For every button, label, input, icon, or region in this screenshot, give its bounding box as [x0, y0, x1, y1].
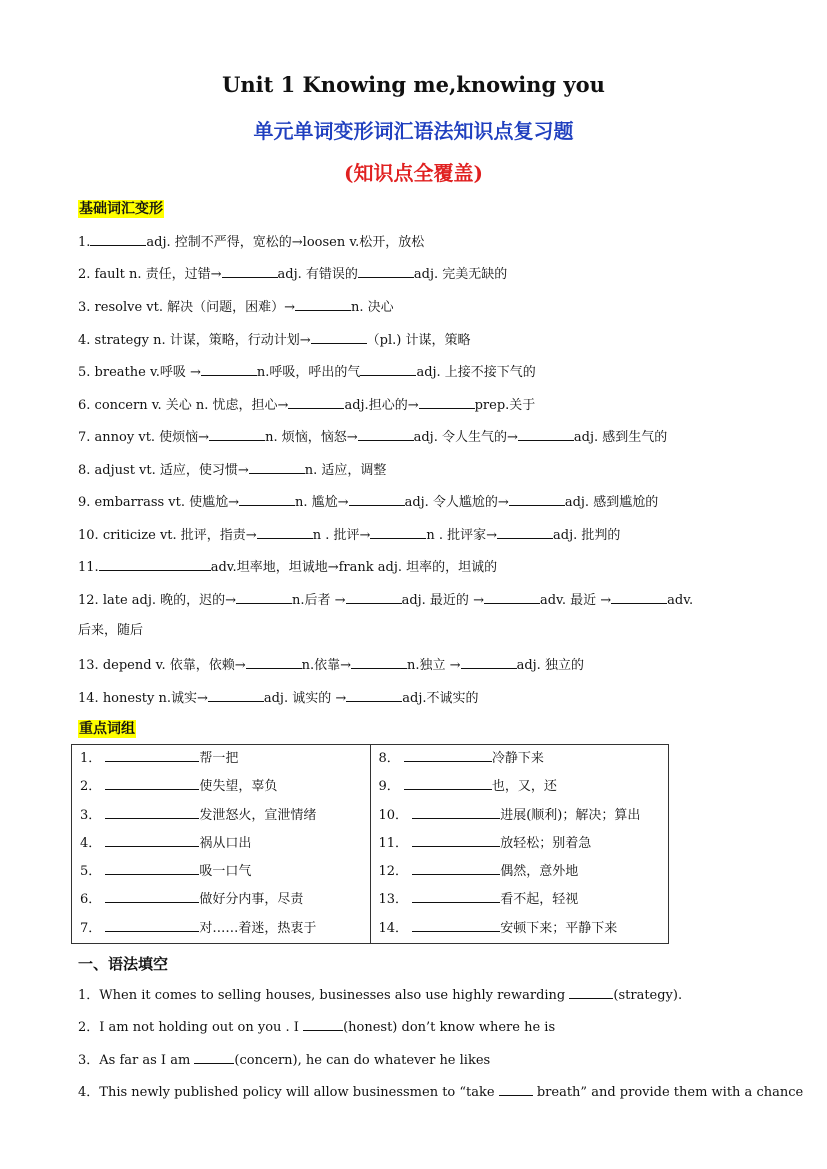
- item-number: 1.: [78, 235, 91, 250]
- question-text: This newly published policy will allow businessmen to “take: [99, 1085, 499, 1100]
- item-number: 2.: [78, 267, 95, 282]
- item-number: 11.: [78, 560, 99, 575]
- phrase-meaning: 帮一把: [199, 751, 239, 766]
- fill-blank[interactable]: [497, 525, 553, 539]
- fill-blank[interactable]: [349, 492, 405, 506]
- phrase-item: [371, 802, 669, 830]
- fill-blank[interactable]: [412, 834, 500, 847]
- phrase-meaning: 对……着迷，热衷于: [199, 920, 317, 936]
- fill-blank[interactable]: [412, 806, 500, 819]
- item-number: 2．: [78, 1020, 100, 1035]
- vocab-text: honesty n.诚实→: [102, 691, 208, 706]
- vocab-item: [78, 395, 535, 415]
- fill-blank[interactable]: [311, 330, 367, 344]
- phrase-meaning: 使失望，辜负: [199, 779, 278, 795]
- item-number: 2．: [80, 779, 106, 795]
- fill-blank[interactable]: [105, 862, 199, 875]
- vocab-item: [78, 330, 470, 350]
- item-number: 13.: [78, 658, 103, 673]
- phrase-item: [371, 745, 669, 773]
- coverage-tag: (知识点全覆盖): [344, 161, 483, 185]
- fill-blank[interactable]: [303, 1017, 343, 1031]
- item-number: 4．: [80, 835, 106, 851]
- question-text: breath” and provide them with a chance: [532, 1085, 804, 1100]
- vocab-item: [78, 492, 658, 512]
- vocab-text: adjust vt. 适应，使习惯→: [94, 463, 249, 478]
- fill-blank[interactable]: [236, 590, 292, 604]
- vocab-text: adj. 控制不严得，宽松的→loosen v.松开，放松: [146, 235, 425, 250]
- vocab-text: adj. 有错误的: [277, 267, 358, 282]
- vocab-text: n.呼吸，呼出的气: [256, 365, 361, 380]
- vocab-text: concern v. 关心 n. 忧虑，担心→: [94, 398, 289, 413]
- fill-blank[interactable]: [99, 557, 155, 571]
- vocab-text: adj. 独立的: [516, 658, 584, 673]
- vocab-item: [78, 590, 693, 610]
- item-number: 14.: [78, 691, 103, 706]
- phrase-column-right: [370, 745, 669, 944]
- vocab-text: late adj. 晚的，迟的→: [102, 593, 237, 608]
- phrase-item: [371, 830, 669, 858]
- phrase-column-left: [72, 745, 371, 944]
- phrase-table: [71, 744, 669, 944]
- vocab-text: n.后者 →: [292, 593, 346, 608]
- item-number: 9．: [378, 779, 404, 795]
- vocab-item: [78, 297, 394, 317]
- phrase-item: [371, 886, 669, 914]
- fill-blank[interactable]: [346, 688, 402, 702]
- vocab-text: adj. 感到尴尬的: [564, 495, 659, 510]
- item-number: 12.: [78, 593, 103, 608]
- question-text: (honest) don’t know where he is: [343, 1020, 556, 1035]
- phrase-item: [72, 858, 370, 886]
- item-number: 9.: [78, 495, 95, 510]
- vocab-text: embarrass vt. 使尴尬→: [94, 495, 240, 510]
- vocab-item: [78, 622, 143, 640]
- phrase-item: [72, 802, 370, 830]
- item-number: 3．: [80, 807, 106, 823]
- vocab-text: adj. 上接不接下气的: [416, 365, 536, 380]
- vocab-text: adj. 完美无缺的: [413, 267, 508, 282]
- phrase-item: [72, 886, 370, 914]
- grammar-item: [78, 1082, 803, 1102]
- phrase-item: [371, 858, 669, 886]
- item-number: 1．: [80, 751, 106, 766]
- fill-blank[interactable]: [370, 525, 426, 539]
- fill-blank[interactable]: [209, 427, 265, 441]
- fill-blank[interactable]: [569, 985, 613, 999]
- item-number: 10．: [378, 807, 413, 823]
- vocab-item: [78, 460, 386, 480]
- vocab-text: breathe v.呼吸 →: [94, 365, 201, 380]
- vocab-item: [78, 264, 507, 284]
- fill-blank[interactable]: [404, 777, 492, 790]
- vocab-text: annoy vt. 使烦恼→: [94, 430, 210, 445]
- phrase-item: [371, 915, 669, 943]
- item-number: 6.: [78, 398, 95, 413]
- fill-blank[interactable]: [412, 862, 500, 875]
- vocab-text: n.依靠→: [301, 658, 352, 673]
- fill-blank[interactable]: [105, 806, 199, 819]
- section-heading-grammar: 一、语法填空: [78, 955, 169, 973]
- item-number: 6．: [80, 892, 106, 908]
- vocab-text: adj. 感到生气的: [573, 430, 668, 445]
- fill-blank[interactable]: [461, 655, 517, 669]
- question-text: When it comes to selling houses, businesses also use highly rewarding: [99, 988, 570, 1003]
- vocab-item: [78, 525, 620, 545]
- phrase-meaning: 发泄怒火，宣泄情绪: [199, 807, 317, 823]
- item-number: 8．: [378, 751, 404, 766]
- fill-blank[interactable]: [484, 590, 540, 604]
- fill-blank[interactable]: [105, 777, 199, 790]
- fill-blank[interactable]: [257, 525, 313, 539]
- item-number: 5.: [78, 365, 95, 380]
- vocab-item: [78, 427, 667, 447]
- phrase-item: [72, 773, 370, 801]
- item-number: 3．: [78, 1053, 100, 1068]
- vocab-text: fault n. 责任，过错→: [94, 267, 222, 282]
- fill-blank[interactable]: [412, 890, 500, 903]
- item-number: 13．: [378, 892, 413, 908]
- fill-blank[interactable]: [105, 890, 199, 903]
- fill-blank[interactable]: [419, 395, 475, 409]
- vocab-item: [78, 557, 497, 577]
- fill-blank[interactable]: [105, 749, 199, 762]
- vocab-text: n. 适应，调整: [304, 463, 387, 478]
- phrase-meaning: 吸一口气: [199, 864, 252, 880]
- item-number: 11．: [378, 835, 413, 851]
- fill-blank[interactable]: [358, 427, 414, 441]
- vocab-text: depend v. 依靠，依赖→: [102, 658, 246, 673]
- vocab-item: [78, 688, 479, 708]
- item-number: 1．: [78, 988, 100, 1003]
- fill-blank[interactable]: [222, 264, 278, 278]
- phrase-meaning: 做好分内事，尽责: [199, 892, 304, 908]
- item-number: 4.: [78, 333, 95, 348]
- question-text: (strategy).: [613, 988, 683, 1003]
- item-number: 8.: [78, 463, 95, 478]
- vocab-text: n . 批评→: [312, 528, 371, 543]
- fill-blank[interactable]: [105, 834, 199, 847]
- fill-blank[interactable]: [105, 919, 199, 932]
- vocab-text: n . 批评家→: [426, 528, 498, 543]
- section-heading-phrases: 重点词组: [79, 721, 135, 737]
- phrase-meaning: 进展(顺利)；解决；算出: [500, 807, 641, 823]
- phrase-meaning: 放轻松；别着急: [500, 835, 592, 851]
- fill-blank[interactable]: [518, 427, 574, 441]
- fill-blank[interactable]: [246, 655, 302, 669]
- fill-blank[interactable]: [288, 395, 344, 409]
- item-number: 10.: [78, 528, 103, 543]
- vocab-text: 后来，随后: [78, 623, 144, 638]
- fill-blank[interactable]: [404, 749, 492, 762]
- fill-blank[interactable]: [611, 590, 667, 604]
- phrase-meaning: 祸从口出: [199, 835, 252, 851]
- phrase-item: [72, 915, 370, 943]
- phrase-meaning: 冷静下来: [491, 751, 544, 766]
- phrase-item: [72, 830, 370, 858]
- document-subtitle: 单元单词变形词汇语法知识点复习题: [253, 119, 574, 143]
- item-number: 14．: [378, 920, 413, 936]
- grammar-item: [78, 1017, 555, 1037]
- phrase-item: [371, 773, 669, 801]
- fill-blank[interactable]: [360, 362, 416, 376]
- question-text: (concern), he can do whatever he likes: [234, 1053, 491, 1068]
- item-number: 7．: [80, 920, 106, 936]
- question-text: As far as I am: [99, 1053, 195, 1068]
- section-heading-vocab: 基础词汇变形: [79, 201, 163, 217]
- item-number: 5．: [80, 864, 106, 880]
- vocab-text: n. 决心: [351, 300, 394, 315]
- fill-blank[interactable]: [201, 362, 257, 376]
- fill-blank[interactable]: [208, 688, 264, 702]
- vocab-text: adj. 最近的 →: [401, 593, 484, 608]
- vocab-text: n.独立 →: [407, 658, 461, 673]
- item-number: 7.: [78, 430, 95, 445]
- vocab-text: adj. 诚实的 →: [263, 691, 347, 706]
- phrase-meaning: 安顿下来；平静下来: [500, 920, 618, 936]
- phrase-item: [72, 745, 370, 773]
- fill-blank[interactable]: [295, 297, 351, 311]
- vocab-text: adv. 最近 →: [539, 593, 612, 608]
- unit-title: Unit 1 Knowing me,knowing you: [222, 72, 605, 97]
- fill-blank[interactable]: [90, 232, 146, 246]
- item-number: 4．: [78, 1085, 100, 1100]
- fill-blank[interactable]: [249, 460, 305, 474]
- fill-blank[interactable]: [194, 1050, 234, 1064]
- item-number: 12．: [378, 864, 413, 880]
- question-text: I am not holding out on you . I: [99, 1020, 304, 1035]
- vocab-text: adj. 令人尴尬的→: [404, 495, 509, 510]
- fill-blank[interactable]: [155, 557, 211, 571]
- phrase-meaning: 也，又，还: [491, 779, 557, 795]
- fill-blank[interactable]: [346, 590, 402, 604]
- vocab-item: [78, 232, 424, 252]
- vocab-text: adj.担心的→: [344, 398, 419, 413]
- fill-blank[interactable]: [358, 264, 414, 278]
- vocab-text: adj.不诚实的: [402, 691, 479, 706]
- vocab-text: adj. 令人生气的→: [413, 430, 518, 445]
- vocab-text: adv.: [667, 593, 694, 608]
- vocab-item: [78, 362, 536, 382]
- fill-blank[interactable]: [499, 1082, 533, 1096]
- grammar-item: [78, 985, 682, 1005]
- vocab-text: adv.坦率地，坦诚地→frank adj. 坦率的，坦诚的: [210, 560, 498, 575]
- vocab-text: adj. 批判的: [553, 528, 621, 543]
- vocab-text: strategy n. 计谋，策略，行动计划→: [94, 333, 311, 348]
- phrase-meaning: 偶然，意外地: [500, 864, 579, 880]
- item-number: 3.: [78, 300, 95, 315]
- phrase-meaning: 看不起，轻视: [500, 892, 579, 908]
- fill-blank[interactable]: [509, 492, 565, 506]
- vocab-item: [78, 655, 584, 675]
- vocab-text: n. 烦恼，恼怒→: [265, 430, 358, 445]
- vocab-text: criticize vt. 批评，指责→: [102, 528, 257, 543]
- fill-blank[interactable]: [412, 919, 500, 932]
- fill-blank[interactable]: [351, 655, 407, 669]
- vocab-text: n. 尴尬→: [295, 495, 349, 510]
- vocab-text: resolve vt. 解决（问题，困难）→: [94, 300, 296, 315]
- vocab-text: （pl.) 计谋，策略: [366, 333, 471, 348]
- fill-blank[interactable]: [239, 492, 295, 506]
- grammar-item: [78, 1050, 490, 1070]
- vocab-text: prep.关于: [474, 398, 536, 413]
